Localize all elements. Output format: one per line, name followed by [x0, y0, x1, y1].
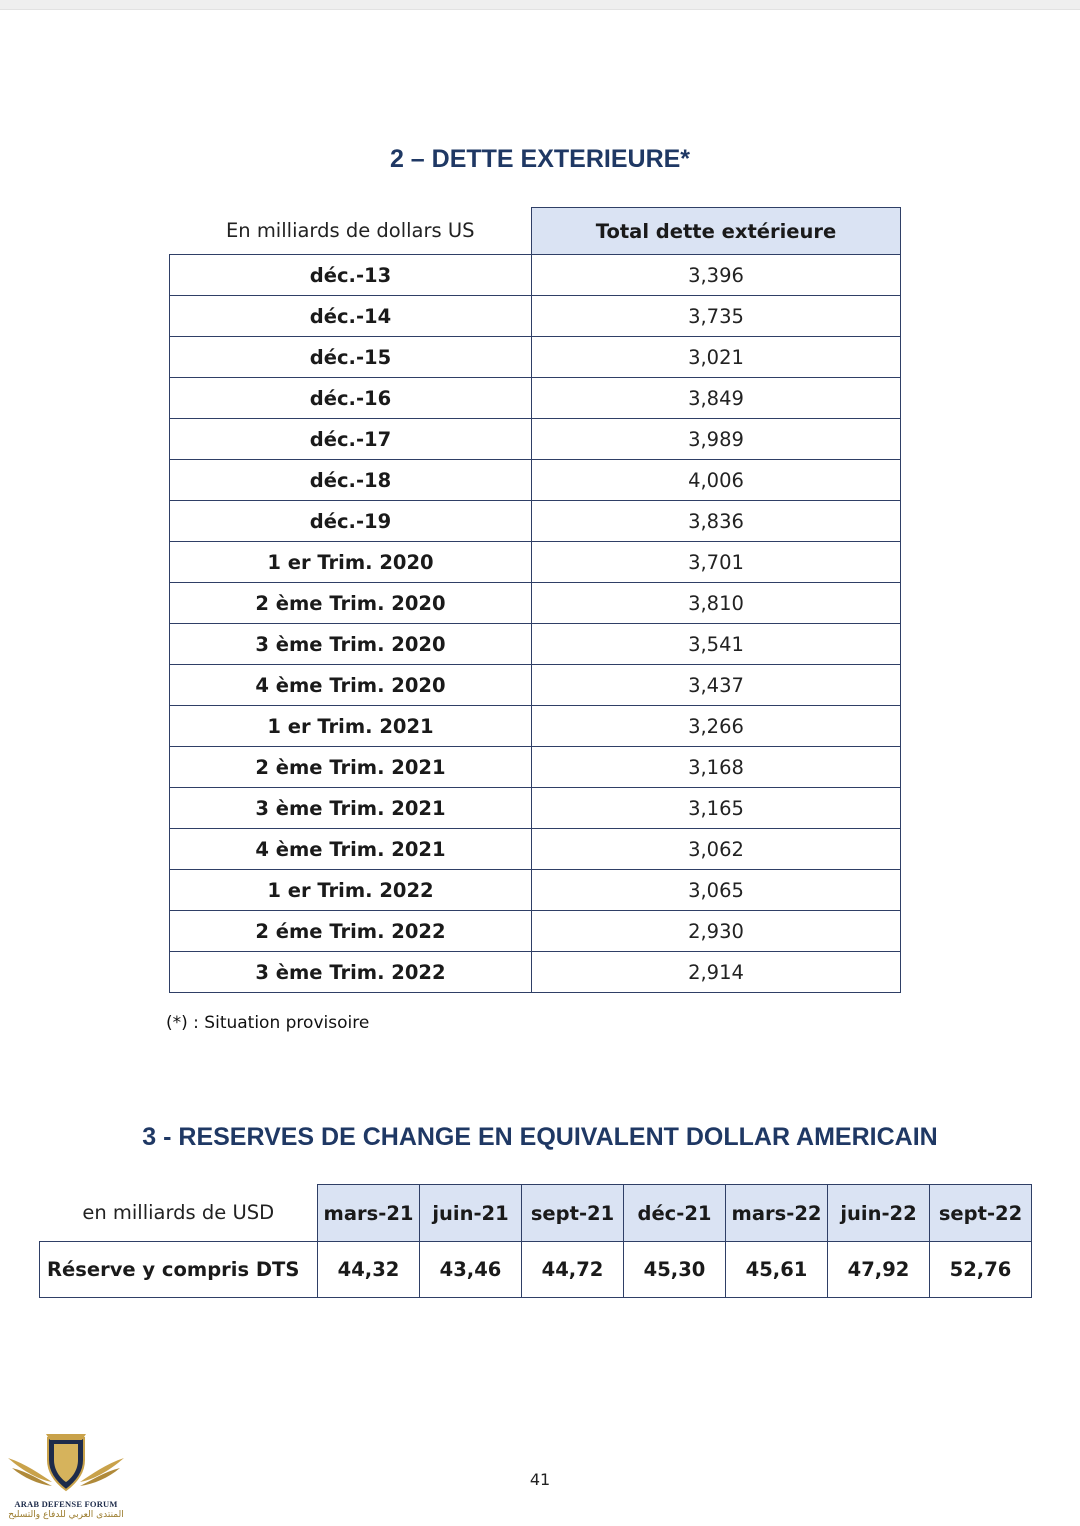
period-cell: 1 er Trim. 2020	[170, 542, 532, 583]
period-cell: 2 éme Trim. 2022	[170, 911, 532, 952]
reserve-value-cell: 45,61	[726, 1242, 828, 1298]
dette-table-body	[170, 255, 901, 993]
unit-label: En milliards de dollars US	[225, 219, 475, 243]
table-row	[170, 337, 901, 378]
reserve-value-cell: 47,92	[828, 1242, 930, 1298]
table-row	[170, 378, 901, 419]
table-row	[170, 747, 901, 788]
table-row	[170, 911, 901, 952]
value-cell: 3,735	[532, 296, 901, 337]
table-row	[170, 419, 901, 460]
section-title-dette: 2 – DETTE EXTERIEURE*	[389, 145, 691, 173]
table-row	[170, 788, 901, 829]
value-cell: 2,930	[532, 911, 901, 952]
value-cell: 3,541	[532, 624, 901, 665]
table-row	[170, 870, 901, 911]
table-row	[170, 542, 901, 583]
footnote: (*) : Situation provisoire	[166, 1013, 370, 1033]
value-cell: 3,989	[532, 419, 901, 460]
table-row	[170, 706, 901, 747]
period-cell: 4 ème Trim. 2021	[170, 829, 532, 870]
value-cell: 3,701	[532, 542, 901, 583]
value-cell: 4,006	[532, 460, 901, 501]
date-header: mars-21	[318, 1185, 420, 1242]
value-cell: 3,836	[532, 501, 901, 542]
date-header: juin-22	[828, 1185, 930, 1242]
page-number: 41	[529, 1470, 551, 1489]
date-header: sept-21	[522, 1185, 624, 1242]
watermark-logo	[6, 1430, 126, 1526]
value-cell: 3,065	[532, 870, 901, 911]
period-cell: 1 er Trim. 2021	[170, 706, 532, 747]
table-row	[170, 296, 901, 337]
period-cell: 1 er Trim. 2022	[170, 870, 532, 911]
value-cell: 3,021	[532, 337, 901, 378]
period-cell: déc.-19	[170, 501, 532, 542]
reserve-value-cell: 43,46	[420, 1242, 522, 1298]
table-row	[170, 501, 901, 542]
value-cell: 3,810	[532, 583, 901, 624]
period-cell: déc.-17	[170, 419, 532, 460]
value-cell: 3,165	[532, 788, 901, 829]
period-cell: 4 ème Trim. 2020	[170, 665, 532, 706]
table-header-row	[170, 208, 901, 255]
reserve-value-cell: 52,76	[930, 1242, 1032, 1298]
value-cell: 3,849	[532, 378, 901, 419]
watermark-name: ARAB DEFENSE FORUM	[14, 1499, 118, 1509]
row-label: Réserve y compris DTS	[40, 1242, 318, 1298]
value-cell: 3,062	[532, 829, 901, 870]
period-cell: déc.-16	[170, 378, 532, 419]
reserves-header-row	[40, 1185, 1032, 1242]
date-header: sept-22	[930, 1185, 1032, 1242]
section-title-reserves: 3 - RESERVES DE CHANGE EN EQUIVALENT DOLLAR AMERICAIN	[142, 1123, 938, 1151]
period-cell: 2 ème Trim. 2021	[170, 747, 532, 788]
table-row	[170, 624, 901, 665]
date-header: juin-21	[420, 1185, 522, 1242]
reserve-value-cell: 45,30	[624, 1242, 726, 1298]
value-cell: 3,168	[532, 747, 901, 788]
reserve-value-cell: 44,72	[522, 1242, 624, 1298]
unit-label: en milliards de USD	[82, 1201, 275, 1225]
period-cell: déc.-15	[170, 337, 532, 378]
top-strip	[0, 0, 1080, 10]
shield-wings-icon	[6, 1430, 126, 1502]
table-row	[170, 952, 901, 993]
column-header-total: Total dette extérieure	[532, 208, 901, 255]
watermark-name-arabic: المنتدى العربي للدفاع والتسليح	[8, 1510, 124, 1520]
period-cell: déc.-13	[170, 255, 532, 296]
period-cell: déc.-14	[170, 296, 532, 337]
period-cell: 3 ème Trim. 2020	[170, 624, 532, 665]
date-header: mars-22	[726, 1185, 828, 1242]
table-row	[170, 255, 901, 296]
reserve-value-cell: 44,32	[318, 1242, 420, 1298]
period-cell: 3 ème Trim. 2022	[170, 952, 532, 993]
value-cell: 3,437	[532, 665, 901, 706]
value-cell: 3,266	[532, 706, 901, 747]
date-header: déc-21	[624, 1185, 726, 1242]
period-cell: 2 ème Trim. 2020	[170, 583, 532, 624]
table-row	[170, 829, 901, 870]
dette-table	[169, 207, 901, 993]
value-cell: 2,914	[532, 952, 901, 993]
period-cell: 3 ème Trim. 2021	[170, 788, 532, 829]
value-cell: 3,396	[532, 255, 901, 296]
reserves-table	[39, 1184, 1032, 1298]
reserves-row	[40, 1242, 1032, 1298]
table-row	[170, 583, 901, 624]
table-row	[170, 665, 901, 706]
table-row	[170, 460, 901, 501]
period-cell: déc.-18	[170, 460, 532, 501]
